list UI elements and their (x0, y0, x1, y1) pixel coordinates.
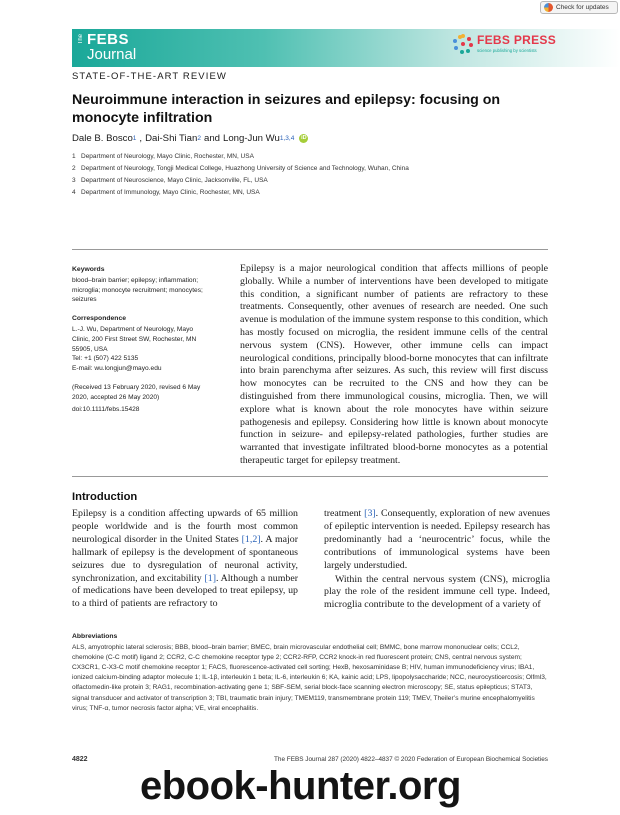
doi-link[interactable]: doi:10.1111/febs.15428 (72, 405, 140, 413)
abbreviations-heading: Abbreviations (72, 633, 118, 640)
affiliation-text: Department of Immunology, Mayo Clinic, Rochester, MN, USA (81, 189, 260, 196)
affiliation-number: 4 (72, 189, 76, 196)
journal-logo-the: The (78, 34, 84, 45)
watermark: ebook-hunter.org (140, 764, 461, 808)
body-paragraph (72, 508, 298, 611)
author-affiliation-ref[interactable]: 1,3,4 (279, 135, 295, 142)
abbreviations-text: ALS, amyotrophic lateral sclerosis; BBB, blood–brain barrier; BMEC, brain microvascular endothelial cell; BMMC, bone marrow mononuclear cells; CCL2, chemokine (C-C motif) ligand 2; CCR2, C-C chemokine receptor type 2; CCR2-RFP, CCR2 knock-in red fluorescent protein; CNS, central nervous system; CX3CR1, C-X3-C motif chemokine receptor 1; FACS, fluorescence-activated cell sorting; HexB, hexosaminidase B; HIV, human immunodeficiency virus; IBA1, ionized calcium-binding adaptor molecule 1; IL-1β, interleukin 1 beta; IL-6, interleukin 6; KA, kainic acid; LPS, lipopolysaccharide; NCC, neurocysticercosis; Olfml3, olfactomedin-like protein 3; RAG1, recombination-activating gene 1; SBF-SEM, serial block-face scanning electron microscopy; SE, status epilepticus; STAT3, signal transducer and activator of transcription 3; TBI, traumatic brain injury; TMEM119, transmembrane protein 119; TMEV, Theiler’s murine encephalomyelitis virus; TNF-α, tumor necrosis factor alpha; VE, viral encephalitis. (72, 644, 547, 712)
orcid-icon[interactable]: iD (301, 135, 307, 141)
correspondence-line: Clinic, 200 First Street SW, Rochester, MN (72, 335, 197, 343)
body-paragraph: Within the central nervous system (CNS), microglia play the role of the resident immune cell type. Indeed, microglia contribute to the development of a variety of (324, 573, 550, 611)
author-list: Dale B. Bosco 1 , Dai-Shi Tian 2 and Long-Jun Wu 1,3,4 iD (72, 133, 307, 144)
crossmark-icon (544, 3, 553, 12)
divider (72, 476, 548, 477)
journal-logo-febs: FEBS (87, 31, 130, 48)
correspondence-heading: Correspondence (72, 315, 127, 323)
divider (72, 249, 548, 250)
publisher-tagline: science publishing by scientists (477, 48, 537, 53)
page-number: 4822 (72, 756, 88, 763)
received-dates: (Received 13 February 2020, revised 6 May (72, 383, 201, 391)
publisher-name: FEBS PRESS (477, 33, 557, 47)
body-text: treatment (324, 508, 365, 519)
body-text: . A major hallmark of epilepsy is the development of spontaneous seizures due to dysregulation of neuronal activity, synchronization, and excitability (72, 533, 298, 584)
affiliation-number: 1 (72, 153, 76, 160)
publisher-logo[interactable] (453, 34, 556, 54)
body-paragraph (324, 508, 550, 573)
body-column-right (324, 508, 550, 612)
received-dates: 2020, accepted 26 May 2020) (72, 393, 160, 401)
correspondence-line: L.-J. Wu, Department of Neurology, Mayo (72, 325, 194, 333)
abbreviations-box (72, 632, 548, 714)
journal-citation-line: The FEBS Journal 287 (2020) 4822–4837 © 2020 Federation of European Biochemical Societies (274, 756, 548, 763)
affiliation-list (72, 153, 409, 201)
body-text: . Although a number of medications have been developed to treat epilepsy, up to a third of patients are refractory to (72, 572, 298, 610)
check-for-updates-button[interactable] (540, 1, 618, 14)
article-type: STATE-OF-THE-ART REVIEW (72, 71, 227, 82)
affiliation-item (72, 153, 409, 165)
author-name[interactable]: Long-Jun Wu (223, 133, 280, 144)
febs-press-dots-icon (453, 34, 473, 54)
abstract-text: Epilepsy is a major neurological condition that affects millions of people globally. While a number of interventions have been developed to mitigate this condition, a significant number of patients are refractory to these treatments. Consequently, other avenues of research are needed. One such avenue is modulation of the immune system response to this condition, which has mostly focused on microglia, the resident immune cells of the central nervous system (CNS). However, other immune cells can impact neurological conditions, principally blood-borne monocytes that can infiltrate into brain parenchyma after seizures. As such, this review will first discuss how monocytes can be recruited to the CNS and how they can be distinguished from there immunological cousins, microglia. Then, we will explore what is known about the role monocytes have within seizure pathogenesis and epilepsy. Considering how little is known about monocyte function in seizure- and epilepsy-related pathologies, further studies are warranted that investigate infiltrated blood-borne monocytes as a potential therapeutic target for epilepsy treatment. (240, 263, 548, 466)
author-name[interactable]: Dai-Shi Tian (145, 133, 198, 144)
body-text: Epilepsy is a condition affecting upwards of 65 million people worldwide and is the fourth most common neurological disorder in the United States (72, 508, 298, 545)
affiliation-item (72, 165, 409, 177)
check-for-updates-label: Check for updates (556, 4, 609, 11)
correspondence-phone: Tel: +1 (507) 422 5135 (72, 355, 139, 363)
affiliation-text: Department of Neurology, Tongji Medical College, Huazhong University of Science and Technology, Wuhan, China (81, 165, 409, 172)
author-affiliation-ref[interactable]: 1 (132, 135, 137, 142)
journal-logo-journal: Journal (87, 46, 137, 63)
keywords-heading: Keywords (72, 266, 105, 273)
correspondence-line: 55905, USA (72, 345, 108, 353)
affiliation-item (72, 177, 409, 189)
citation-link[interactable]: [3] (364, 508, 376, 519)
body-column-left (72, 508, 298, 611)
author-affiliation-ref[interactable]: 2 (197, 135, 201, 142)
author-name[interactable]: Dale B. Bosco (72, 133, 133, 144)
affiliation-text: Department of Neurology, Mayo Clinic, Rochester, MN, USA (81, 153, 254, 160)
affiliation-text: Department of Neuroscience, Mayo Clinic, Jacksonville, FL, USA (81, 177, 268, 184)
article-sidebar (72, 265, 232, 423)
affiliation-item (72, 189, 409, 201)
correspondence-email-link[interactable]: E-mail: wu.longjun@mayo.edu (72, 365, 162, 373)
article-title: Neuroimmune interaction in seizures and epilepsy: focusing on monocyte infiltration (72, 92, 501, 126)
citation-link[interactable]: [1,2] (241, 533, 261, 545)
author-conjunction: and (203, 133, 220, 144)
affiliation-number: 2 (72, 165, 76, 172)
keywords-text: blood–brain barrier; epilepsy; inflammation; microglia; monocyte recruitment; monocytes; seizures (72, 276, 203, 304)
affiliation-number: 3 (72, 177, 76, 184)
section-heading-introduction: Introduction (72, 491, 138, 503)
body-text: . Consequently, exploration of new avenues of epileptic intervention is needed. Epilepsy research has predominantly had a ‘neurocentric’ focus, while the contributions of immunological systems have been largely understudied. (324, 508, 551, 571)
citation-link[interactable]: [1] (204, 572, 216, 584)
